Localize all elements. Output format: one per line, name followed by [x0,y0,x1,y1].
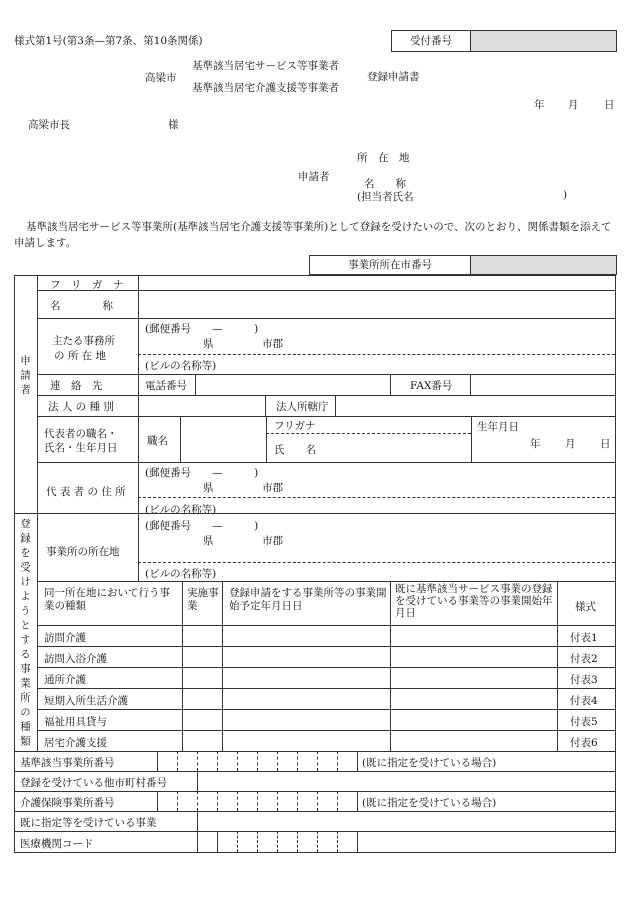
service-impl-checkbox[interactable] [183,689,221,709]
table-line [14,513,615,514]
digit-box-divider [337,751,338,771]
col-impl-header: 実施事業 [187,587,219,612]
corp-office-label: 法人所轄庁 [276,401,329,413]
table-line [265,395,266,416]
service-existing-date-field[interactable] [391,689,556,709]
digit-box-divider [317,831,318,852]
date-day: 日 [604,99,615,111]
table-line [557,581,558,751]
service-row-form: 付表2 [570,653,598,665]
tel-field[interactable] [196,375,389,394]
digit-box-divider [317,751,318,771]
office-building: (ビルの名称等) [145,360,217,372]
digit-box-divider [317,791,318,811]
receipt-number-box [391,30,617,52]
col-existing-header: 既に基準該当サービス事業の登録を受けている事業等の事業開始年月日 [395,583,553,619]
table-line [138,497,615,498]
rep-building: (ビルの名称等) [145,504,217,516]
digit-box-divider [237,831,238,852]
table-line [138,354,615,355]
applicant-name-label: 名 称 [364,178,406,190]
position-field[interactable] [181,417,266,461]
service-row-form: 付表5 [570,716,598,728]
receipt-number-field[interactable] [471,31,616,51]
digit-box-divider [257,831,258,852]
table-line [357,831,358,852]
digit-box-divider [357,751,358,771]
service-start-date-field[interactable] [223,647,389,667]
date-month: 月 [568,99,579,111]
city-name: 高梁市 [145,72,177,84]
service-impl-checkbox[interactable] [183,731,221,751]
digit-box-divider [257,751,258,771]
service-row-form: 付表6 [570,737,598,749]
fax-label: FAX番号 [410,380,453,392]
service-impl-checkbox[interactable] [183,647,221,667]
service-start-date-field[interactable] [223,710,389,730]
rep-city: 市郡 [262,482,283,494]
service-row-name: 短期入所生活介護 [44,695,128,707]
form-number: 様式第1号(第3条—第7条、第10条関係) [14,35,203,47]
service-existing-date-field[interactable] [391,668,556,688]
officeloc-building: (ビルの名称等) [145,568,217,580]
applicant-label: 申請者 [298,171,330,183]
other-city-field[interactable] [198,772,614,790]
municipality-number-box [309,255,617,275]
digit-box-divider [197,751,198,771]
officeloc-pref: 県 [203,535,214,547]
medical-code-label: 医療機関コード [20,838,94,850]
table-line [390,374,391,395]
digit-box-divider [237,751,238,771]
table-line [266,416,267,462]
kijun-number-label: 基準該当事業所番号 [20,757,115,769]
contact-label: 連 絡 先 [50,380,103,392]
digit-box-divider [277,791,278,811]
document-title: 登録申請書 [367,71,420,83]
table-right-border [615,275,616,853]
business-type-1: 基準該当居宅サービス等事業者 [192,60,339,72]
tel-label: 電話番号 [145,380,187,392]
service-impl-checkbox[interactable] [183,626,221,646]
service-row-form: 付表4 [570,695,598,707]
service-existing-date-field[interactable] [391,710,556,730]
kaigo-note: (既に指定を受けている場合) [362,797,497,809]
corp-type-label: 法 人 の 種 別 [48,401,114,413]
position-label: 職名 [147,435,168,447]
municipality-number-field[interactable] [471,256,616,274]
table-line [37,581,615,582]
digit-box-divider [297,831,298,852]
digit-box-divider [237,791,238,811]
table-line [197,831,198,852]
rep-postal: (郵便番号 — ) [145,467,259,479]
honorific: 様 [168,119,179,131]
table-line [266,433,471,434]
digit-box-divider [277,831,278,852]
designated-field[interactable] [198,812,614,830]
section-divider [37,275,38,513]
service-existing-date-field[interactable] [391,647,556,667]
birth-label: 生年月日 [477,421,519,433]
section-divider-2 [37,513,38,751]
receipt-number-label: 受付番号 [392,31,471,51]
rep-addr-label: 代 表 者 の 住 所 [46,486,126,498]
digit-box-divider [357,791,358,811]
applicant-section-label: 申請者 [19,355,31,399]
digit-box-divider [217,751,218,771]
service-row-name: 訪問入浴介護 [44,653,107,665]
intro-text: 基準該当居宅サービス等事業所(基準該当居宅介護支援等事業所)として登録を受けたいので、次のとおり、関係書類を添えて申請します。 [14,221,612,249]
table-line [14,831,615,832]
digit-box-divider [257,791,258,811]
service-start-date-field[interactable] [223,731,389,751]
table-bottom-border [14,852,615,853]
designated-label: 既に指定等を受けている事業 [20,817,157,829]
service-row-form: 付表3 [570,674,598,686]
corp-office-field[interactable] [336,396,614,415]
officeloc-postal: (郵便番号 — ) [145,520,259,532]
municipality-number-label: 事業所所在市番号 [310,256,471,274]
service-start-date-field[interactable] [223,626,389,646]
digit-box-divider [217,791,218,811]
furigana-label: フ リ ガ ナ [50,279,124,291]
table-line [14,791,615,792]
kaigo-number-label: 介護保険事業所番号 [20,797,115,809]
service-start-date-field[interactable] [223,689,389,709]
table-left-border [14,275,15,853]
office-city: 市郡 [262,338,283,350]
service-existing-date-field[interactable] [391,731,556,751]
officeloc-city: 市郡 [262,535,283,547]
rep-label-1: 代表者の職名・ [44,428,118,440]
name-label: 名 称 [50,300,113,312]
table-line [37,462,615,463]
office-addr-label-1: 主たる事務所 [52,335,115,347]
birth-year: 年 [530,438,541,450]
rep-pref: 県 [203,482,214,494]
table-line [37,318,615,319]
col-form-header: 様式 [575,601,596,613]
col-type-header: 同一所在地において行う事業の種類 [44,587,170,612]
digit-box-divider [337,831,338,852]
service-impl-checkbox[interactable] [183,668,221,688]
office-addr-label-2: の 所 在 地 [54,350,107,362]
digit-box-divider [177,791,178,811]
date-year: 年 [534,99,545,111]
col-start-header: 登録申請をする事業所等の事業開始予定年月日日 [229,587,387,612]
digit-box-divider [217,831,218,852]
service-row-form: 付表1 [570,632,598,644]
addressee: 高梁市長 [28,119,70,131]
service-row-name: 訪問介護 [44,632,86,644]
table-line [37,416,615,417]
fax-field[interactable] [471,375,614,394]
service-row-name: 居宅介護支援 [44,737,107,749]
digit-box-divider [177,751,178,771]
office-postal: (郵便番号 — ) [145,323,259,335]
table-line [14,751,615,752]
kijun-note: (既に指定を受けている場合) [362,757,497,769]
service-existing-date-field[interactable] [391,626,556,646]
business-type-2: 基準該当居宅介護支援等事業者 [192,82,339,94]
rep-name-label: 氏 名 [274,444,316,456]
table-line [471,416,472,462]
rep-furigana-label: フリガナ [274,420,316,432]
furigana-field[interactable] [139,276,614,290]
digit-box-divider [277,751,278,771]
corp-type-field[interactable] [139,396,264,415]
digit-box-divider [297,751,298,771]
contact-person-label: (担当者氏名 [357,191,414,203]
office-location-label: 事業所の所在地 [46,546,120,558]
rep-label-2: 氏名・生年月日 [44,442,118,454]
table-line [138,562,615,563]
service-impl-checkbox[interactable] [183,710,221,730]
table-line [138,513,139,581]
applicant-location-label: 所 在 地 [357,152,410,164]
name-field[interactable] [139,291,614,317]
digit-box-divider [297,791,298,811]
office-section-label: 登録を受けようとする事業所の種類 [19,518,31,750]
service-row-name: 通所介護 [44,674,86,686]
digit-box-divider [337,791,338,811]
contact-person-close: ) [563,189,568,201]
birth-day: 日 [600,438,611,450]
digit-box-divider [157,751,158,771]
service-start-date-field[interactable] [223,668,389,688]
digit-box-divider [157,791,158,811]
digit-box-divider [197,791,198,811]
service-row-name: 福祉用具貸与 [44,716,107,728]
office-pref: 県 [203,338,214,350]
other-city-label: 登録を受けている他市町村番号 [20,777,167,789]
birth-month: 月 [565,438,576,450]
